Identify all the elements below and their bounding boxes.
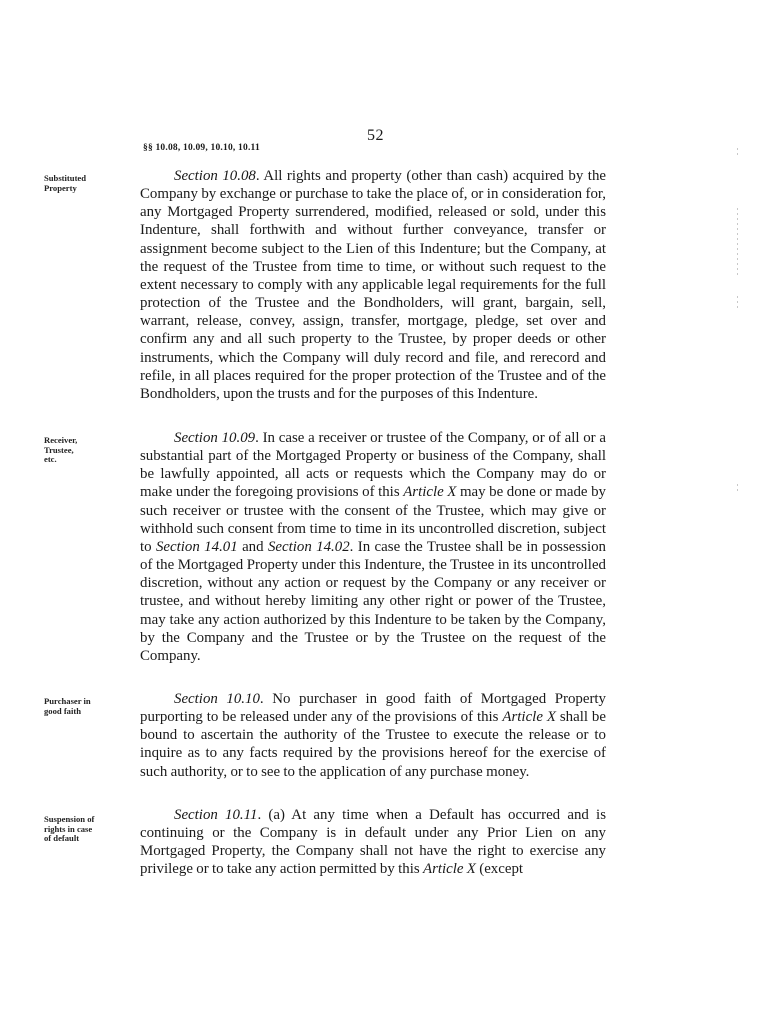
- margin-note-substituted-property: [44, 174, 124, 193]
- article-reference: Article X: [502, 709, 556, 726]
- margin-note-receiver-trustee: [44, 436, 124, 465]
- section-text: . In case a receiver or trustee of the Company, or of all or a substantial part of the Mortgaged Property or business of the Company, shall be lawfully appointed, all acts or requests which the Company may do or make under the foregoing provisions of this: [140, 430, 606, 501]
- section-text: and: [237, 538, 268, 555]
- margin-note-line: Property: [44, 182, 77, 193]
- margin-note-purchaser-good-faith: [44, 697, 124, 716]
- section-text: shall be bound to ascertain the authority of the Trustee to execute the release or to inquire as to any facts required by the provisions hereof for the exercise of such authority, or to see to the application of any purchase money.: [140, 709, 606, 780]
- section-heading: Section 10.08: [174, 168, 256, 184]
- margin-note-line: etc.: [44, 454, 57, 465]
- scan-artifact: [737, 148, 739, 158]
- section-reference: Section 14.01: [155, 538, 238, 555]
- section-heading: Section 10.10: [174, 691, 260, 707]
- scan-artifact: [737, 296, 739, 311]
- margin-note-line: of default: [44, 833, 80, 844]
- section-10-08: [140, 167, 606, 403]
- section-heading: Section 10.09: [174, 430, 256, 446]
- scan-artifact: [737, 484, 739, 494]
- margin-note-line: Trustee,: [44, 444, 74, 455]
- article-reference: Article X: [403, 484, 457, 501]
- section-text: . No purchaser in good faith of Mortgaged Property purporting to be released under any of the provisions of this: [140, 691, 606, 726]
- section-10-10: [140, 690, 606, 781]
- section-text: (except: [475, 861, 524, 878]
- section-10-09: [140, 429, 606, 665]
- margin-note-line: Purchaser in: [44, 696, 91, 706]
- section-heading: Section 10.11: [174, 807, 258, 823]
- scan-artifact: [737, 208, 739, 278]
- margin-note-line: rights in case: [44, 823, 93, 834]
- margin-note-suspension-of-rights: [44, 815, 124, 844]
- section-text: . In case the Trustee shall be in possession of the Mortgaged Property under this Indenture, the Trustee in its uncontrolled discretion, without any action or request by the Company or any receiver or trustee, and without hereby limiting any other right or power of the Trustee, may take any action authorized by this Indenture to be taken by the Company, by the Company and the Trustee or by the Trustee on the request of the Company.: [140, 538, 606, 664]
- margin-note-line: Substituted: [44, 173, 87, 183]
- running-head: §§ 10.08, 10.09, 10.10, 10.11: [143, 143, 260, 153]
- section-text: . All rights and property (other than cash) acquired by the Company by exchange or purchase to take the place of, or in consideration for, any Mortgaged Property surrendered, modified, released or sold, under this Indenture, shall forthwith and without further conveyance, transfer or assignment become subject to the Lien of this Indenture; but the Company, at the request of the Trustee from time to time, or without such request to the extent necessary to comply with any applicable legal requirements for the full protection of the Trustee and the Bondholders, will grant, bargain, sell, warrant, release, convey, assign, transfer, mortgage, pledge, set over and confirm any and all such property to the Trustee, by proper deeds or other instruments, which the Company will duly record and file, and rerecord and refile, in all places required for the proper protection of the Trustee and of the Bondholders, upon the trusts and for the purposes of this Indenture.: [140, 168, 607, 402]
- page-number: 52: [367, 127, 384, 144]
- article-reference: Article X: [422, 861, 476, 878]
- section-text: may be done or made by such receiver or trustee with the consent of the Trustee, which may give or withhold such consent from time to time in its uncontrolled discretion, subject to: [140, 484, 606, 555]
- section-text: . (a) At any time when a Default has occurred and is continuing or the Company is in default under any Prior Lien on any Mortgaged Property, the Company shall not have the right to exercise any privilege or to take any action permitted by this: [140, 807, 606, 878]
- section-reference: Section 14.02: [267, 538, 350, 555]
- margin-note-line: Receiver,: [44, 435, 78, 445]
- margin-note-line: good faith: [44, 705, 82, 716]
- section-10-11: [140, 806, 606, 879]
- margin-note-line: Suspension of: [44, 814, 95, 824]
